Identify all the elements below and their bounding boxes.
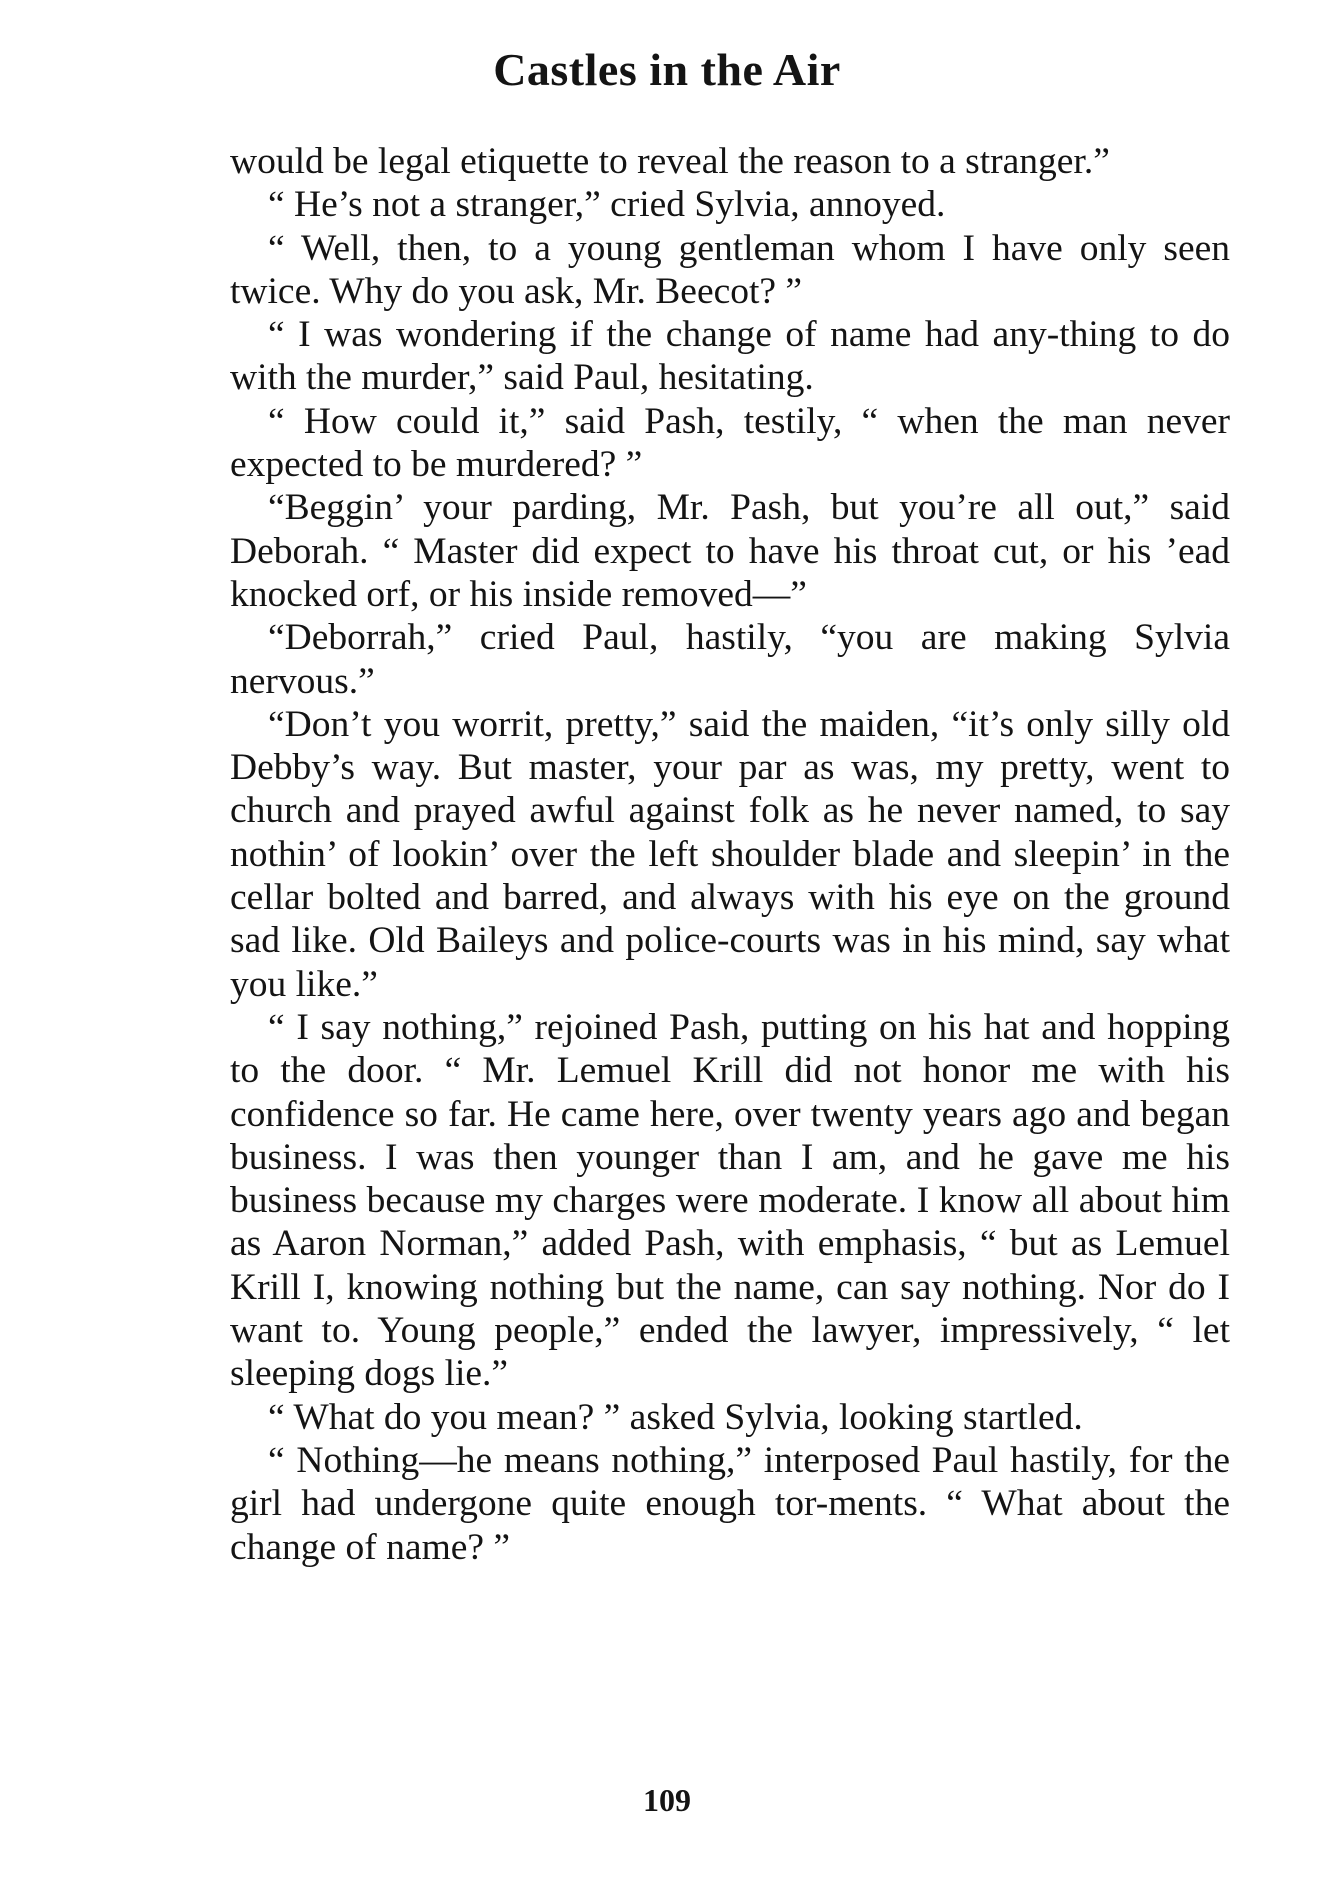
body-text	[230, 140, 1230, 1569]
paragraph: “Beggin’ your parding, Mr. Pash, but you’re all out,” said Deborah. “ Master did expect to have his throat cut, or his ’ead knocked orf, or his inside removed—”	[230, 487, 1230, 615]
paragraph: “ How could it,” said Pash, testily, “ when the man never expected to be murdered? ”	[230, 400, 1230, 486]
page-number: 109	[643, 1782, 691, 1818]
paragraph: “ What do you mean? ” asked Sylvia, looking startled.	[268, 1396, 1083, 1438]
running-head: Castles in the Air	[493, 44, 841, 95]
paragraph: “ I was wondering if the change of name had any-thing to do with the murder,” said Paul, hesitating.	[230, 314, 1230, 399]
paragraph: “ I say nothing,” rejoined Pash, putting on his hat and hopping to the door. “ Mr. Lemuel Krill did not honor me with his confidence so far. He came here, over twenty years ago and began business. I was then younger than I am, and he gave me his business because my charges were moderate. I know all about him as Aaron Norman,” added Pash, with emphasis, “ but as Lemuel Krill I, knowing nothing but the name, can say nothing. Nor do I want to. Young people,” ended the lawyer, impressively, “ let sleeping dogs lie.”	[230, 1006, 1230, 1395]
paragraph: “Deborrah,” cried Paul, hastily, “you are making Sylvia nervous.”	[230, 617, 1230, 702]
paragraph: “ Well, then, to a young gentleman whom I have only seen twice. Why do you ask, Mr. Beecot? ”	[230, 227, 1230, 312]
paragraph: “ Nothing—he means nothing,” interposed Paul hastily, for the girl had undergone quite enough tor-ments. “ What about the change of name? ”	[230, 1439, 1230, 1568]
paragraph: would be legal etiquette to reveal the reason to a stranger.”	[230, 141, 1110, 182]
paragraph: “ He’s not a stranger,” cried Sylvia, annoyed.	[268, 184, 946, 226]
paragraph: “Don’t you worrit, pretty,” said the maiden, “it’s only silly old Debby’s way. But master, your par as was, my pretty, went to church and prayed awful against folk as he never named, to say nothin’ of lookin’ over the left shoulder blade and sleepin’ in the cellar bolted and barred, and always with his eye on the ground sad like. Old Baileys and police-courts was in his mind, say what you like.”	[230, 703, 1230, 1005]
